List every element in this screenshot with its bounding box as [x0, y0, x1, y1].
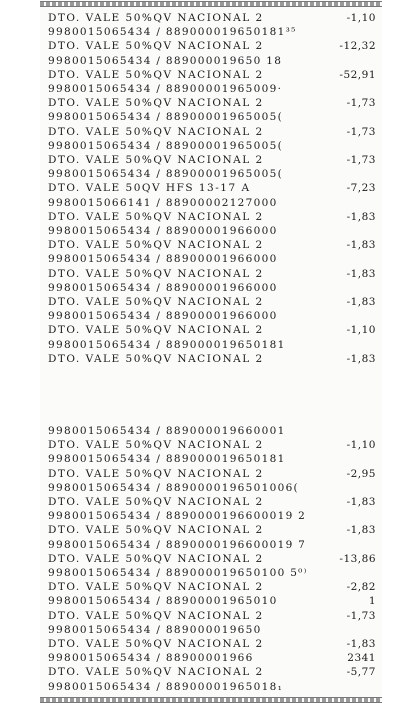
- receipt-code-line: [48, 25, 376, 39]
- receipt-code-line: [48, 651, 376, 665]
- item-description: DTO. VALE 50%QV NACIONAL 2: [48, 68, 264, 81]
- receipt-item-line: [48, 267, 376, 281]
- item-amount: -1,83: [346, 496, 376, 508]
- item-description: DTO. VALE 50%QV NACIONAL 2: [48, 609, 264, 622]
- receipt-code-line: [48, 538, 376, 552]
- bottom-separator: [40, 697, 382, 703]
- item-amount: -1,10: [346, 439, 376, 452]
- receipt: [40, 0, 382, 703]
- item-description: DTO. VALE 50%QV NACIONAL 2: [48, 496, 264, 508]
- receipt-item-line: [48, 125, 376, 139]
- item-description: DTO. VALE 50%QV NACIONAL 2: [48, 666, 264, 679]
- item-amount: -13,86: [339, 552, 376, 565]
- item-amount: -1,73: [346, 125, 376, 138]
- item-code: 9980015065434 / 889000019650181: [48, 338, 286, 351]
- receipt-code-line: [48, 623, 376, 637]
- item-amount: -1,83: [346, 638, 376, 650]
- item-code: 9980015065434 / 88900001966: [48, 652, 254, 665]
- item-amount: -52,91: [339, 68, 376, 81]
- item-amount: -2,82: [346, 581, 376, 594]
- item-description: DTO. VALE 50%QV NACIONAL 2: [48, 40, 264, 53]
- receipt-item-line: [48, 153, 376, 167]
- receipt-code-line: [48, 452, 376, 466]
- item-amount: -1,83: [346, 239, 376, 252]
- item-description: DTO. VALE 50%QV NACIONAL 2: [48, 12, 264, 24]
- receipt-item-line: [48, 181, 376, 195]
- item-code: 9980015065434 / 88900001966000: [48, 310, 278, 323]
- receipt-code-line: [48, 54, 376, 68]
- item-code: 9980015065434 / 889000019650: [48, 623, 262, 636]
- item-description: DTO. VALE 50%QV NACIONAL 2: [48, 296, 264, 308]
- item-code: 9980015065434 / 88900001965005(: [48, 111, 283, 124]
- receipt-item-line: [48, 552, 376, 566]
- item-code: 9980015065434 / 8890000196600019 7: [48, 538, 307, 551]
- item-amount: -1,83: [346, 296, 376, 308]
- item-code: 9980015065434 / 88900001966000: [48, 281, 278, 294]
- receipt-code-line: [48, 110, 376, 124]
- item-description: DTO. VALE 50%QV NACIONAL 2: [48, 439, 264, 452]
- receipt-code-line: [48, 196, 376, 210]
- item-code: 9980015065434 / 8890000196600019 2: [48, 510, 307, 523]
- receipt-code-line: [48, 594, 376, 608]
- item-code: 9980015065434 / 88900001965005(: [48, 168, 283, 181]
- top-separator: [40, 1, 382, 7]
- item-description: DTO. VALE 50%QV NACIONAL 2: [48, 352, 264, 365]
- item-amount: -2,95: [346, 467, 376, 480]
- item-code: 9980015065434 / 889000019660001: [48, 425, 286, 437]
- item-description: DTO. VALE 50%QV NACIONAL 2: [48, 524, 264, 537]
- receipt-item-line: [48, 495, 376, 509]
- item-code: 9980015065434 / 88900001966000: [48, 225, 278, 237]
- receipt-item-line: [48, 580, 376, 594]
- item-amount: -1,73: [346, 97, 376, 110]
- receipt-item-line: [48, 467, 376, 481]
- receipt-code-line: [48, 338, 376, 352]
- item-code: 9980015065434 / 88900001966000: [48, 253, 278, 266]
- receipt-item-line: [48, 96, 376, 110]
- receipt-code-line: [48, 281, 376, 295]
- receipt-item-line: [48, 210, 376, 224]
- receipt-item-line: [48, 609, 376, 623]
- receipt-item-line: [48, 438, 376, 452]
- item-description: DTO. VALE 50%QV NACIONAL 2: [48, 267, 264, 280]
- item-description: DTO. VALE 50%QV NACIONAL 2: [48, 97, 264, 110]
- receipt-item-line: [48, 637, 376, 651]
- receipt-code-line: [48, 509, 376, 523]
- receipt-code-line: [48, 167, 376, 181]
- item-description: DTO. VALE 50%QV NACIONAL 2: [48, 552, 264, 565]
- receipt-code-line: [48, 680, 376, 694]
- item-amount: -1,10: [346, 324, 376, 337]
- item-amount: -1,73: [346, 609, 376, 622]
- receipt-code-line: [48, 566, 376, 580]
- receipt-code-line: [48, 309, 376, 323]
- receipt-code-line: [48, 139, 376, 153]
- receipt-item-line: [48, 323, 376, 337]
- receipt-code-line: [48, 481, 376, 495]
- item-description: DTO. VALE 50%QV NACIONAL 2: [48, 210, 264, 223]
- receipt-item-line: [48, 68, 376, 82]
- item-amount: 2341: [347, 652, 376, 665]
- receipt-item-line: [48, 295, 376, 309]
- item-amount: -1,83: [346, 352, 376, 365]
- item-description: DTO. VALE 50%QV NACIONAL 2: [48, 638, 264, 650]
- receipt-code-line: [48, 252, 376, 266]
- receipt-item-line: [48, 523, 376, 537]
- receipt-item-line: [48, 352, 376, 366]
- item-description: DTO. VALE 50%QV NACIONAL 2: [48, 125, 264, 138]
- item-amount: -1,83: [346, 267, 376, 280]
- receipt-code-line: [48, 82, 376, 96]
- item-amount: 1: [368, 595, 376, 608]
- item-amount: -1,10: [346, 12, 376, 24]
- receipt-item-line: [48, 11, 376, 25]
- item-description: DTO. VALE 50%QV NACIONAL 2: [48, 581, 264, 594]
- item-description: DTO. VALE 50%QV NACIONAL 2: [48, 154, 264, 166]
- item-description: DTO. VALE 50%QV NACIONAL 2: [48, 467, 264, 480]
- receipt-item-line: [48, 665, 376, 679]
- item-code: 9980015065434 / 88900001965018₁: [48, 680, 284, 693]
- item-code: 9980015065434 / 889000019650181: [48, 453, 286, 466]
- item-description: DTO. VALE 50%QV NACIONAL 2: [48, 324, 264, 337]
- item-code: 9980015066141 / 88900002127000: [48, 196, 278, 209]
- item-code: 9980015065434 / 88900001965005(: [48, 139, 283, 152]
- item-amount: -1,83: [346, 210, 376, 223]
- receipt-code-line: [48, 424, 376, 438]
- item-code: 9980015065434 / 889000019650 18: [48, 54, 283, 67]
- item-description: DTO. VALE 50%QV NACIONAL 2: [48, 239, 264, 252]
- item-code: 9980015065434 / 88900001965010: [48, 595, 278, 608]
- item-code: 9980015065434 / 889000019650100 5⁰⁾: [48, 567, 308, 579]
- receipt-code-line: [48, 224, 376, 238]
- item-amount: -5,77: [346, 666, 376, 679]
- item-code: 9980015065434 / 88900001965009·: [48, 83, 283, 95]
- item-code: 9980015065434 / 889000019650181³⁵: [48, 26, 297, 39]
- item-amount: -7,23: [346, 182, 376, 195]
- receipt-item-line: [48, 238, 376, 252]
- item-description: DTO. VALE 50QV HFS 13-17 A: [48, 182, 251, 195]
- item-code: 9980015065434 / 8890000196501006(: [48, 481, 299, 494]
- receipt-item-line: [48, 39, 376, 53]
- item-amount: -1,83: [346, 524, 376, 537]
- item-amount: -1,73: [346, 154, 376, 166]
- item-amount: -12,32: [339, 40, 376, 53]
